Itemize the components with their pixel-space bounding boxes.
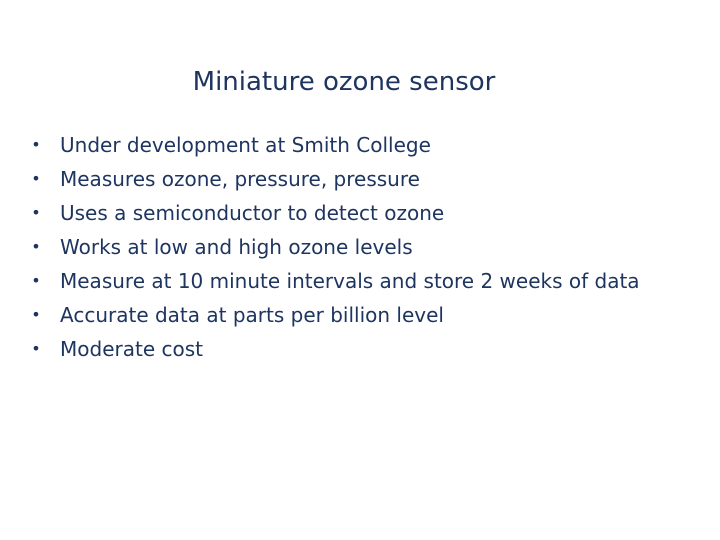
bullet-text: Uses a semiconductor to detect ozone [60, 201, 445, 225]
bullet-dot-icon: • [31, 169, 41, 188]
bullet-item [28, 230, 648, 264]
bullet-text: Under development at Smith College [60, 133, 431, 157]
bullet-list [28, 128, 648, 366]
bullet-item [28, 196, 648, 230]
bullet-text: Accurate data at parts per billion level [60, 303, 444, 327]
bullet-item [28, 264, 648, 298]
bullet-dot-icon: • [31, 203, 41, 222]
bullet-dot-icon: • [31, 135, 41, 154]
bullet-text: Moderate cost [60, 337, 203, 361]
bullet-item [28, 332, 648, 366]
bullet-item [28, 298, 648, 332]
bullet-dot-icon: • [31, 271, 41, 290]
bullet-text: Measures ozone, pressure, pressure [60, 167, 420, 191]
slide-title: Miniature ozone sensor [192, 67, 496, 97]
bullet-text: Works at low and high ozone levels [60, 235, 413, 259]
bullet-text: Measure at 10 minute intervals and store 2 weeks of data [60, 269, 640, 293]
bullet-dot-icon: • [31, 237, 41, 256]
bullet-item [28, 162, 648, 196]
bullet-item [28, 128, 648, 162]
bullet-dot-icon: • [31, 305, 41, 324]
bullet-dot-icon: • [31, 339, 41, 358]
